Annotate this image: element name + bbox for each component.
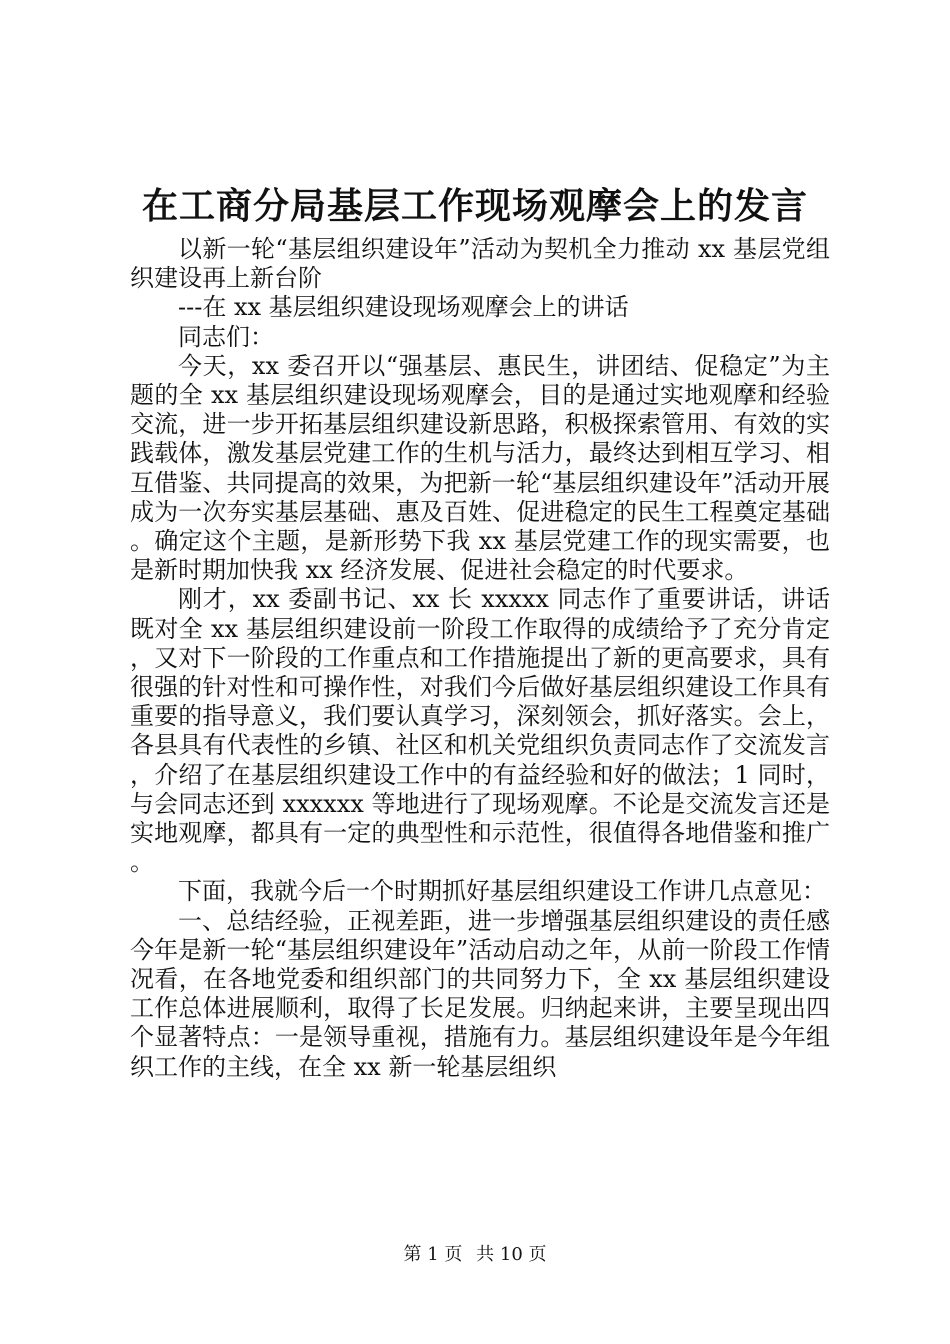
- paragraph-body: 今天，xx 委召开以“强基层、惠民生，讲团结、促稳定”为主题的全 xx 基层组织建设现场观摩会，目的是通过实地观摩和经验交流，进一步开拓基层组织建设新思路，积极探索管用、有效的实践载体，激发基层党建工作的生机与活力，最终达到相互学习、相互借鉴、共同提高的效果，为把新一轮“基层组织建设年”活动开展成为一次夯实基层基础、惠及百姓、促进稳定的民生工程奠定基础。确定这个主题，是新形势下我 xx 基层党建工作的现实需要，也是新时期加快我 xx 经济发展、促进社会稳定的时代要求。: [130, 351, 830, 585]
- paragraph-subtitle: 以新一轮“基层组织建设年”活动为契机全力推动 xx 基层党组织建设再上新台阶: [130, 235, 830, 293]
- paragraph-speech-note: ---在 xx 基层组织建设现场观摩会上的讲话: [178, 293, 629, 322]
- paragraph-body: 下面，我就今后一个时期抓好基层组织建设工作讲几点意见：: [178, 877, 826, 906]
- page-footer: [0, 1240, 950, 1270]
- document-body: [130, 235, 830, 1082]
- page-total: 共 10 页: [476, 1244, 547, 1265]
- paragraph-body: 一、总结经验，正视差距，进一步增强基层组织建设的责任感今年是新一轮“基层组织建设年”活动启动之年，从前一阶段工作情况看，在各地党委和组织部门的共同努力下，全 xx 基层组织建设工作总体进展顺利，取得了长足发展。归纳起来讲，主要呈现出四个显著特点：一是领导重视，措施有力。基层组织建设年是今年组织工作的主线，在全 xx 新一轮基层组织: [130, 906, 830, 1081]
- paragraph-body: 刚才，xx 委副书记、xx 长 xxxxx 同志作了重要讲话，讲话既对全 xx 基层组织建设前一阶段工作取得的成绩给予了充分肯定，又对下一阶段的工作重点和工作措施提出了新的更高要求，具有很强的针对性和可操作性，对我们今后做好基层组织建设工作具有重要的指导意义，我们要认真学习，深刻领会，抓好落实。会上，各县具有代表性的乡镇、社区和机关党组织负责同志作了交流发言，介绍了在基层组织建设工作中的有益经验和好的做法；1 同时，与会同志还到 xxxxxx 等地进行了现场观摩。不论是交流发言还是实地观摩，都具有一定的典型性和示范性，很值得各地借鉴和推广。: [130, 585, 830, 877]
- paragraph-greeting: 同志们：: [178, 322, 274, 351]
- document-title: 在工商分局基层工作现场观摩会上的发言: [141, 185, 808, 227]
- page-number: 第 1 页: [403, 1244, 463, 1265]
